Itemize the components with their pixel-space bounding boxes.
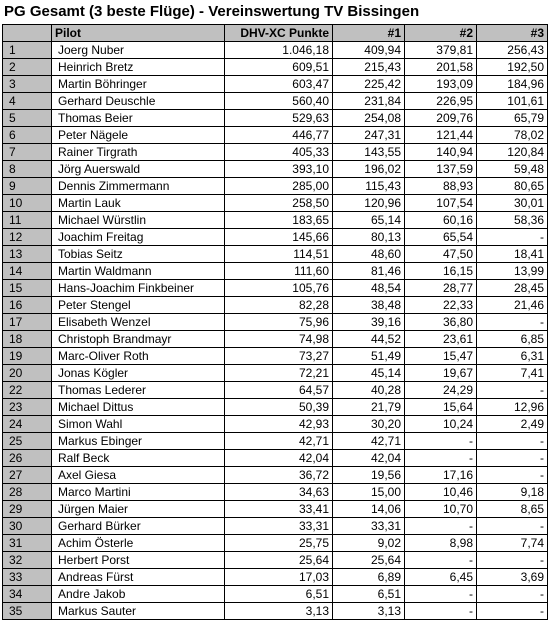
flight-1-cell: 231,84 (333, 93, 405, 110)
flight-1-cell: 9,02 (333, 535, 405, 552)
flight-1-cell: 15,00 (333, 484, 405, 501)
flight-1-cell: 115,43 (333, 178, 405, 195)
pilot-name-cell: Rainer Tirgrath (52, 144, 225, 161)
table-row (3, 59, 548, 76)
flight-3-cell: 18,41 (477, 246, 548, 263)
flight-1-cell: 33,31 (333, 518, 405, 535)
flight-2-cell: 10,24 (405, 416, 477, 433)
table-row (3, 416, 548, 433)
rank-cell: 3 (3, 76, 52, 93)
flight-2-cell: 137,59 (405, 161, 477, 178)
pilot-name-cell: Andreas Fürst (52, 569, 225, 586)
flight-1-cell: 254,08 (333, 110, 405, 127)
flight-2-cell: 36,80 (405, 314, 477, 331)
rank-cell: 23 (3, 399, 52, 416)
flight-2-cell: 88,93 (405, 178, 477, 195)
rank-cell: 8 (3, 161, 52, 178)
points-cell: 560,40 (225, 93, 333, 110)
flight-2-cell: 15,64 (405, 399, 477, 416)
flight-2-cell: - (405, 552, 477, 569)
table-row (3, 127, 548, 144)
header-flight-1: #1 (333, 25, 405, 42)
pilot-name-cell: Jonas Kögler (52, 365, 225, 382)
rank-cell: 34 (3, 586, 52, 603)
rank-cell: 5 (3, 110, 52, 127)
rank-cell: 9 (3, 178, 52, 195)
pilot-name-cell: Jörg Auerswald (52, 161, 225, 178)
pilot-name-cell: Peter Nägele (52, 127, 225, 144)
header-pilot: Pilot (52, 25, 225, 42)
table-row (3, 603, 548, 620)
flight-1-cell: 19,56 (333, 467, 405, 484)
rank-cell: 13 (3, 246, 52, 263)
rank-cell: 6 (3, 127, 52, 144)
flight-3-cell: - (477, 586, 548, 603)
flight-3-cell: 8,65 (477, 501, 548, 518)
flight-1-cell: 38,48 (333, 297, 405, 314)
table-row (3, 518, 548, 535)
pilot-name-cell: Thomas Lederer (52, 382, 225, 399)
rank-cell: 28 (3, 484, 52, 501)
flight-2-cell: 10,70 (405, 501, 477, 518)
flight-1-cell: 42,04 (333, 450, 405, 467)
pilot-name-cell: Andre Jakob (52, 586, 225, 603)
header-points: DHV-XC Punkte (225, 25, 333, 42)
flight-2-cell: 23,61 (405, 331, 477, 348)
flight-1-cell: 48,54 (333, 280, 405, 297)
pilot-name-cell: Joerg Nuber (52, 42, 225, 59)
flight-1-cell: 120,96 (333, 195, 405, 212)
points-cell: 72,21 (225, 365, 333, 382)
flight-2-cell: 193,09 (405, 76, 477, 93)
points-cell: 75,96 (225, 314, 333, 331)
rank-cell: 4 (3, 93, 52, 110)
flight-2-cell: 17,16 (405, 467, 477, 484)
flight-3-cell: 65,79 (477, 110, 548, 127)
points-cell: 73,27 (225, 348, 333, 365)
flight-1-cell: 39,16 (333, 314, 405, 331)
rank-cell: 26 (3, 450, 52, 467)
table-row (3, 42, 548, 59)
flight-1-cell: 6,89 (333, 569, 405, 586)
table-row (3, 161, 548, 178)
pilot-name-cell: Michael Dittus (52, 399, 225, 416)
flight-3-cell: - (477, 467, 548, 484)
flight-3-cell: 120,84 (477, 144, 548, 161)
flight-1-cell: 21,79 (333, 399, 405, 416)
points-cell: 114,51 (225, 246, 333, 263)
flight-3-cell: 59,48 (477, 161, 548, 178)
results-table (2, 24, 548, 620)
flight-3-cell: 21,46 (477, 297, 548, 314)
flight-3-cell: - (477, 229, 548, 246)
flight-1-cell: 225,42 (333, 76, 405, 93)
pilot-name-cell: Gerhard Deuschle (52, 93, 225, 110)
flight-2-cell: 10,46 (405, 484, 477, 501)
flight-2-cell: 22,33 (405, 297, 477, 314)
points-cell: 33,41 (225, 501, 333, 518)
rank-cell: 1 (3, 42, 52, 59)
flight-1-cell: 30,20 (333, 416, 405, 433)
flight-2-cell: 47,50 (405, 246, 477, 263)
table-row (3, 365, 548, 382)
pilot-name-cell: Markus Ebinger (52, 433, 225, 450)
flight-1-cell: 40,28 (333, 382, 405, 399)
flight-1-cell: 196,02 (333, 161, 405, 178)
flight-2-cell: 6,45 (405, 569, 477, 586)
table-row (3, 501, 548, 518)
header-row (3, 25, 548, 42)
flight-2-cell: 15,47 (405, 348, 477, 365)
flight-3-cell: 192,50 (477, 59, 548, 76)
points-cell: 258,50 (225, 195, 333, 212)
pilot-name-cell: Michael Würstlin (52, 212, 225, 229)
pilot-name-cell: Herbert Porst (52, 552, 225, 569)
points-cell: 529,63 (225, 110, 333, 127)
pilot-name-cell: Peter Stengel (52, 297, 225, 314)
pilot-name-cell: Martin Waldmann (52, 263, 225, 280)
pilot-name-cell: Jürgen Maier (52, 501, 225, 518)
header-rank (3, 25, 52, 42)
table-body (3, 42, 548, 620)
flight-3-cell: 6,31 (477, 348, 548, 365)
flight-3-cell: 9,18 (477, 484, 548, 501)
flight-3-cell: - (477, 314, 548, 331)
flight-3-cell: - (477, 450, 548, 467)
pilot-name-cell: Joachim Freitag (52, 229, 225, 246)
table-row (3, 450, 548, 467)
flight-2-cell: 60,16 (405, 212, 477, 229)
table-row (3, 76, 548, 93)
flight-3-cell: 6,85 (477, 331, 548, 348)
table-row (3, 263, 548, 280)
flight-2-cell: 19,67 (405, 365, 477, 382)
table-row (3, 569, 548, 586)
pilot-name-cell: Marco Martini (52, 484, 225, 501)
points-cell: 609,51 (225, 59, 333, 76)
points-cell: 42,93 (225, 416, 333, 433)
flight-1-cell: 51,49 (333, 348, 405, 365)
flight-1-cell: 81,46 (333, 263, 405, 280)
flight-1-cell: 44,52 (333, 331, 405, 348)
table-row (3, 552, 548, 569)
flight-3-cell: 101,61 (477, 93, 548, 110)
flight-2-cell: - (405, 450, 477, 467)
flight-3-cell: 7,74 (477, 535, 548, 552)
rank-cell: 14 (3, 263, 52, 280)
flight-3-cell: - (477, 382, 548, 399)
pilot-name-cell: Elisabeth Wenzel (52, 314, 225, 331)
points-cell: 64,57 (225, 382, 333, 399)
table-row (3, 178, 548, 195)
points-cell: 105,76 (225, 280, 333, 297)
pilot-name-cell: Achim Österle (52, 535, 225, 552)
flight-3-cell: 256,43 (477, 42, 548, 59)
flight-3-cell: - (477, 552, 548, 569)
flight-2-cell: 226,95 (405, 93, 477, 110)
pilot-name-cell: Ralf Beck (52, 450, 225, 467)
points-cell: 34,63 (225, 484, 333, 501)
points-cell: 42,71 (225, 433, 333, 450)
rank-cell: 19 (3, 348, 52, 365)
flight-3-cell: 28,45 (477, 280, 548, 297)
flight-1-cell: 80,13 (333, 229, 405, 246)
flight-2-cell: 8,98 (405, 535, 477, 552)
pilot-name-cell: Christoph Brandmayr (52, 331, 225, 348)
table-row (3, 484, 548, 501)
table-row (3, 399, 548, 416)
rank-cell: 7 (3, 144, 52, 161)
table-row (3, 93, 548, 110)
table-row (3, 535, 548, 552)
rank-cell: 16 (3, 297, 52, 314)
rank-cell: 30 (3, 518, 52, 535)
pilot-name-cell: Markus Sauter (52, 603, 225, 620)
flight-2-cell: 28,77 (405, 280, 477, 297)
flight-2-cell: - (405, 433, 477, 450)
flight-3-cell: 13,99 (477, 263, 548, 280)
rank-cell: 24 (3, 416, 52, 433)
flight-2-cell: 107,54 (405, 195, 477, 212)
points-cell: 111,60 (225, 263, 333, 280)
rank-cell: 25 (3, 433, 52, 450)
points-cell: 6,51 (225, 586, 333, 603)
flight-3-cell: 12,96 (477, 399, 548, 416)
points-cell: 25,75 (225, 535, 333, 552)
flight-2-cell: 201,58 (405, 59, 477, 76)
flight-2-cell: - (405, 586, 477, 603)
rank-cell: 22 (3, 382, 52, 399)
flight-3-cell: 2,49 (477, 416, 548, 433)
table-row (3, 229, 548, 246)
flight-2-cell: - (405, 603, 477, 620)
flight-3-cell: - (477, 518, 548, 535)
flight-1-cell: 14,06 (333, 501, 405, 518)
table-row (3, 110, 548, 127)
rank-cell: 17 (3, 314, 52, 331)
flight-1-cell: 25,64 (333, 552, 405, 569)
points-cell: 183,65 (225, 212, 333, 229)
flight-3-cell: 3,69 (477, 569, 548, 586)
points-cell: 17,03 (225, 569, 333, 586)
page-title: PG Gesamt (3 beste Flüge) - Vereinswertung TV Bissingen (4, 3, 420, 20)
points-cell: 82,28 (225, 297, 333, 314)
pilot-name-cell: Dennis Zimmermann (52, 178, 225, 195)
rank-cell: 15 (3, 280, 52, 297)
pilot-name-cell: Marc-Oliver Roth (52, 348, 225, 365)
flight-3-cell: 7,41 (477, 365, 548, 382)
table-row (3, 348, 548, 365)
header-flight-3: #3 (477, 25, 548, 42)
rank-cell: 2 (3, 59, 52, 76)
points-cell: 603,47 (225, 76, 333, 93)
flight-1-cell: 215,43 (333, 59, 405, 76)
flight-1-cell: 143,55 (333, 144, 405, 161)
pilot-name-cell: Gerhard Bürker (52, 518, 225, 535)
pilot-name-cell: Axel Giesa (52, 467, 225, 484)
flight-2-cell: 65,54 (405, 229, 477, 246)
points-cell: 33,31 (225, 518, 333, 535)
table-row (3, 467, 548, 484)
pilot-name-cell: Tobias Seitz (52, 246, 225, 263)
table-row (3, 297, 548, 314)
table-row (3, 382, 548, 399)
rank-cell: 27 (3, 467, 52, 484)
pilot-name-cell: Thomas Beier (52, 110, 225, 127)
rank-cell: 18 (3, 331, 52, 348)
flight-3-cell: 78,02 (477, 127, 548, 144)
flight-2-cell: 140,94 (405, 144, 477, 161)
rank-cell: 12 (3, 229, 52, 246)
pilot-name-cell: Heinrich Bretz (52, 59, 225, 76)
flight-2-cell: 16,15 (405, 263, 477, 280)
pilot-name-cell: Martin Böhringer (52, 76, 225, 93)
flight-2-cell: 379,81 (405, 42, 477, 59)
table-row (3, 195, 548, 212)
flight-3-cell: 184,96 (477, 76, 548, 93)
flight-1-cell: 3,13 (333, 603, 405, 620)
flight-1-cell: 6,51 (333, 586, 405, 603)
pilot-name-cell: Hans-Joachim Finkbeiner (52, 280, 225, 297)
rank-cell: 29 (3, 501, 52, 518)
table-row (3, 212, 548, 229)
rank-cell: 35 (3, 603, 52, 620)
flight-3-cell: 30,01 (477, 195, 548, 212)
points-cell: 36,72 (225, 467, 333, 484)
flight-1-cell: 65,14 (333, 212, 405, 229)
flight-2-cell: 209,76 (405, 110, 477, 127)
flight-3-cell: 58,36 (477, 212, 548, 229)
rank-cell: 32 (3, 552, 52, 569)
points-cell: 145,66 (225, 229, 333, 246)
flight-3-cell: - (477, 603, 548, 620)
flight-1-cell: 42,71 (333, 433, 405, 450)
points-cell: 74,98 (225, 331, 333, 348)
header-flight-2: #2 (405, 25, 477, 42)
rank-cell: 20 (3, 365, 52, 382)
flight-1-cell: 247,31 (333, 127, 405, 144)
flight-1-cell: 48,60 (333, 246, 405, 263)
flight-2-cell: 121,44 (405, 127, 477, 144)
table-row (3, 280, 548, 297)
flight-3-cell: 80,65 (477, 178, 548, 195)
points-cell: 285,00 (225, 178, 333, 195)
table-row (3, 433, 548, 450)
rank-cell: 31 (3, 535, 52, 552)
table-row (3, 331, 548, 348)
points-cell: 446,77 (225, 127, 333, 144)
flight-1-cell: 45,14 (333, 365, 405, 382)
table-row (3, 314, 548, 331)
flight-1-cell: 409,94 (333, 42, 405, 59)
rank-cell: 10 (3, 195, 52, 212)
pilot-name-cell: Martin Lauk (52, 195, 225, 212)
points-cell: 405,33 (225, 144, 333, 161)
flight-3-cell: - (477, 433, 548, 450)
flight-2-cell: 24,29 (405, 382, 477, 399)
points-cell: 393,10 (225, 161, 333, 178)
table-row (3, 586, 548, 603)
table-row (3, 144, 548, 161)
pilot-name-cell: Simon Wahl (52, 416, 225, 433)
table-row (3, 246, 548, 263)
points-cell: 25,64 (225, 552, 333, 569)
points-cell: 1.046,18 (225, 42, 333, 59)
points-cell: 3,13 (225, 603, 333, 620)
rank-cell: 11 (3, 212, 52, 229)
points-cell: 42,04 (225, 450, 333, 467)
rank-cell: 33 (3, 569, 52, 586)
flight-2-cell: - (405, 518, 477, 535)
points-cell: 50,39 (225, 399, 333, 416)
